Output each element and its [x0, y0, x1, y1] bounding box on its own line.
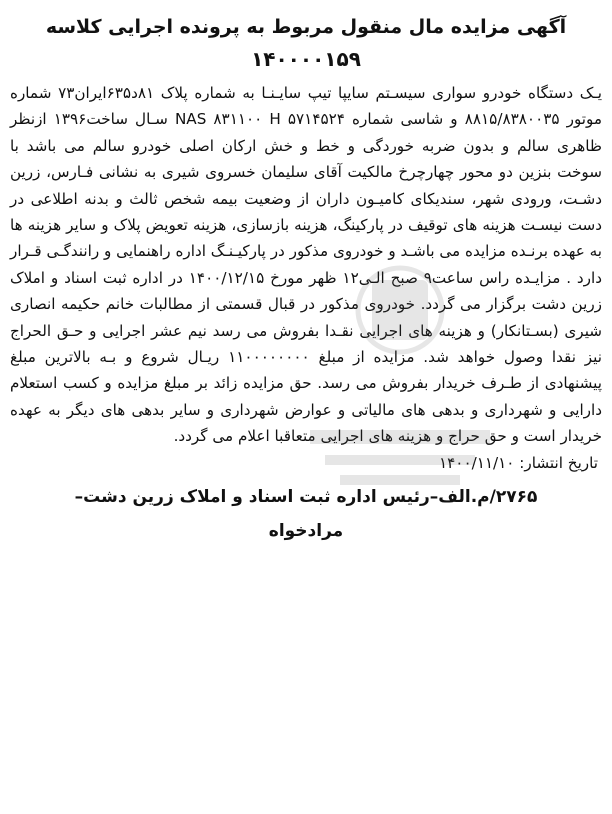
publication-date: تاریخ انتشار: ۱۴۰۰/۱۱/۱۰: [438, 453, 598, 472]
case-number: ۱۴۰۰۰۰۱۵۹: [251, 47, 361, 71]
signatory-name: مرادخواه: [268, 520, 344, 541]
notice-title: آگهی مزایده مال منقول مربوط به پرونده اجرایی کلاسه: [45, 16, 567, 38]
auction-notice: [8, 6, 604, 808]
notice-body: یـک دستگاه خودرو سواری سیسـتم سایپا تیپ سایـنـا به شماره پلاک ۸۱د۶۳۵ایران۷۳ شماره موتور ۸۸۱۵/۸۳۸۰۰۳۵ و شاسی شماره NAS ۸۳۱۱۰۰ H ۵۷۱۴۵۲۴ سـال ساخت۱۳۹۶ ازنظر ظاهری سالم و بدون ضربه خوردگی و خط و خش ارکان اصلی خودرو سالم می باشد با سوخت بنزین دو محور چهارچرخ مالکیت آقای سلیمان خسروی شیری به نشانی فـارس، زرین دشـت، ورودی شهر، سندیکای کامیـون داران از وضعیت بیمه شخص ثالث و بدنه اطلاعی در دست نیسـت هزینه های توقیف در پارکینگ، هزینه بازسازی، هزینه تعویض پلاک و سایر هزینه ها به عهده برنـده مزایده می باشـد و خودروی مذکور در پارکیـنـگ اداره راهنمایی و رانندگـی قـرار دارد . مزایـده راس ساعت۹ صبح الـی۱۲ ظهر مورخ ۱۴۰۰/۱۲/۱۵ در اداره ثبت اسناد و املاک زرین دشت برگزار می گردد. خودروی مذکور در قبال قسمتی از مطالبات خانم حکیمه انصاری شیری (بسـتانکار) و هزینه های اجرایی نقـدا بفروش می رسد نیم عشر اجرایی و حـق الحراج نیز نقدا وصول خواهد شد. مزایده از مبلغ ۱۱۰۰۰۰۰۰۰۰ ریـال شروع و بـه بالاترین مبلغ پیشنهادی از طـرف خریدار بفروش می رسد. حق مزایده زائد بر مبلغ مزایده و کسب استعلام دارایی و شهرداری و بدهی های مالیاتی و عوارض شهرداری و سایر بدهی های دیگر به عهده خریدار است و حق حراج و هزینه های اجرایی متعاقبا اعلام می گردد.: [10, 84, 603, 446]
signature-line: ۲۷۶۵/م.الف–رئیس اداره ثبت اسناد و املاک زرین دشت–: [74, 486, 538, 507]
